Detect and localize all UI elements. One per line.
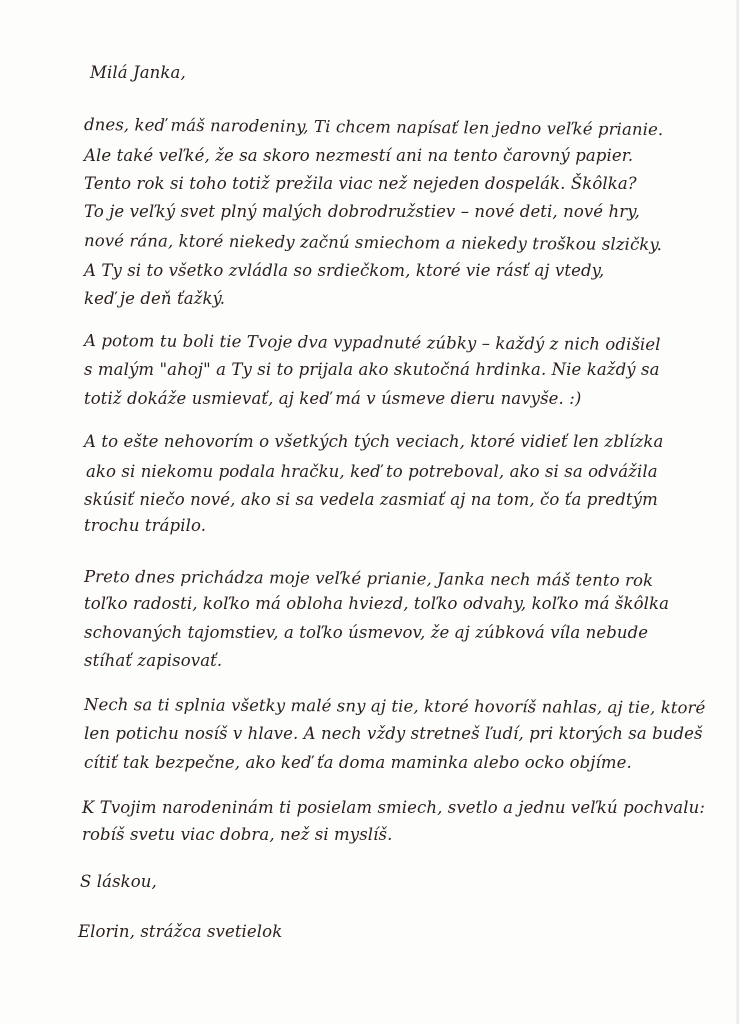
paragraph-4-line-2: toľko radosti, koľko má obloha hviezd, toľko odvahy, koľko má škôlka (84, 594, 670, 613)
paragraph-1-line-3: Tento rok si toho totiž prežila viac než nejeden dospelák. Škôlka? (84, 174, 637, 193)
paragraph-2-line-2: s malým "ahoj" a Ty si to prijala ako skutočná hrdinka. Nie každý sa (84, 360, 660, 379)
closing: S láskou, (80, 872, 157, 891)
paragraph-4-line-1: Preto dnes prichádza moje veľké prianie, Janka nech máš tento rok (83, 567, 654, 590)
signature: Elorin, strážca svetielok (78, 922, 283, 941)
paragraph-1-line-5: nové rána, ktoré niekedy začnú smiechom a niekedy troškou slzičky. (83, 231, 663, 255)
paragraph-5-line-1: Nech sa ti splnia všetky malé sny aj tie, ktoré hovoríš nahlas, aj tie, ktoré (83, 695, 706, 718)
paragraph-6-line-2: robíš svetu viac dobra, než si myslíš. (82, 825, 393, 844)
paragraph-4-line-3: schovaných tajomstiev, a toľko úsmevov, že aj zúbková víla nebude (84, 623, 649, 642)
paragraph-5-line-3: cítiť tak bezpečne, ako keď ťa doma maminka alebo ocko objíme. (84, 753, 632, 772)
paragraph-1-line-4: To je veľký svet plný malých dobrodružstiev – nové deti, nové hry, (84, 202, 640, 221)
paragraph-1-line-7: keď je deň ťažký. (84, 289, 226, 308)
paragraph-2-line-1: A potom tu boli tie Tvoje dva vypadnuté zúbky – každý z nich odišiel (83, 331, 661, 355)
paragraph-1-line-6: A Ty si to všetko zvládla so srdiečkom, ktoré vie rásť aj vtedy, (84, 261, 605, 280)
greeting: Milá Janka, (90, 63, 186, 82)
paragraph-3-line-3: skúsiť niečo nové, ako si sa vedela zasmiať aj na tom, čo ťa predtým (84, 490, 658, 509)
paragraph-6-line-1: K Tvojim narodeninám ti posielam smiech, svetlo a jednu veľkú pochvalu: (82, 798, 705, 817)
paragraph-3-line-1: A to ešte nehovorím o všetkých tých veciach, ktoré vidieť len zblízka (84, 432, 664, 451)
paragraph-4-line-4: stíhať zapisovať. (84, 651, 223, 670)
paragraph-1-line-2: Ale také veľké, že sa skoro nezmestí ani na tento čarovný papier. (84, 146, 634, 165)
paragraph-5-line-2: len potichu nosíš v hlave. A nech vždy stretneš ľudí, pri ktorých sa budeš (84, 724, 703, 743)
paragraph-2-line-3: totiž dokáže usmievať, aj keď má v úsmeve dieru navyše. :) (84, 389, 582, 408)
paragraph-3-line-2: ako si niekomu podala hračku, keď to potreboval, ako si sa odvážila (86, 462, 658, 481)
paragraph-1-line-1: dnes, keď máš narodeniny, Ti chcem napísať len jedno veľké prianie. (83, 115, 664, 140)
paragraph-3-line-4: trochu trápilo. (84, 516, 207, 535)
